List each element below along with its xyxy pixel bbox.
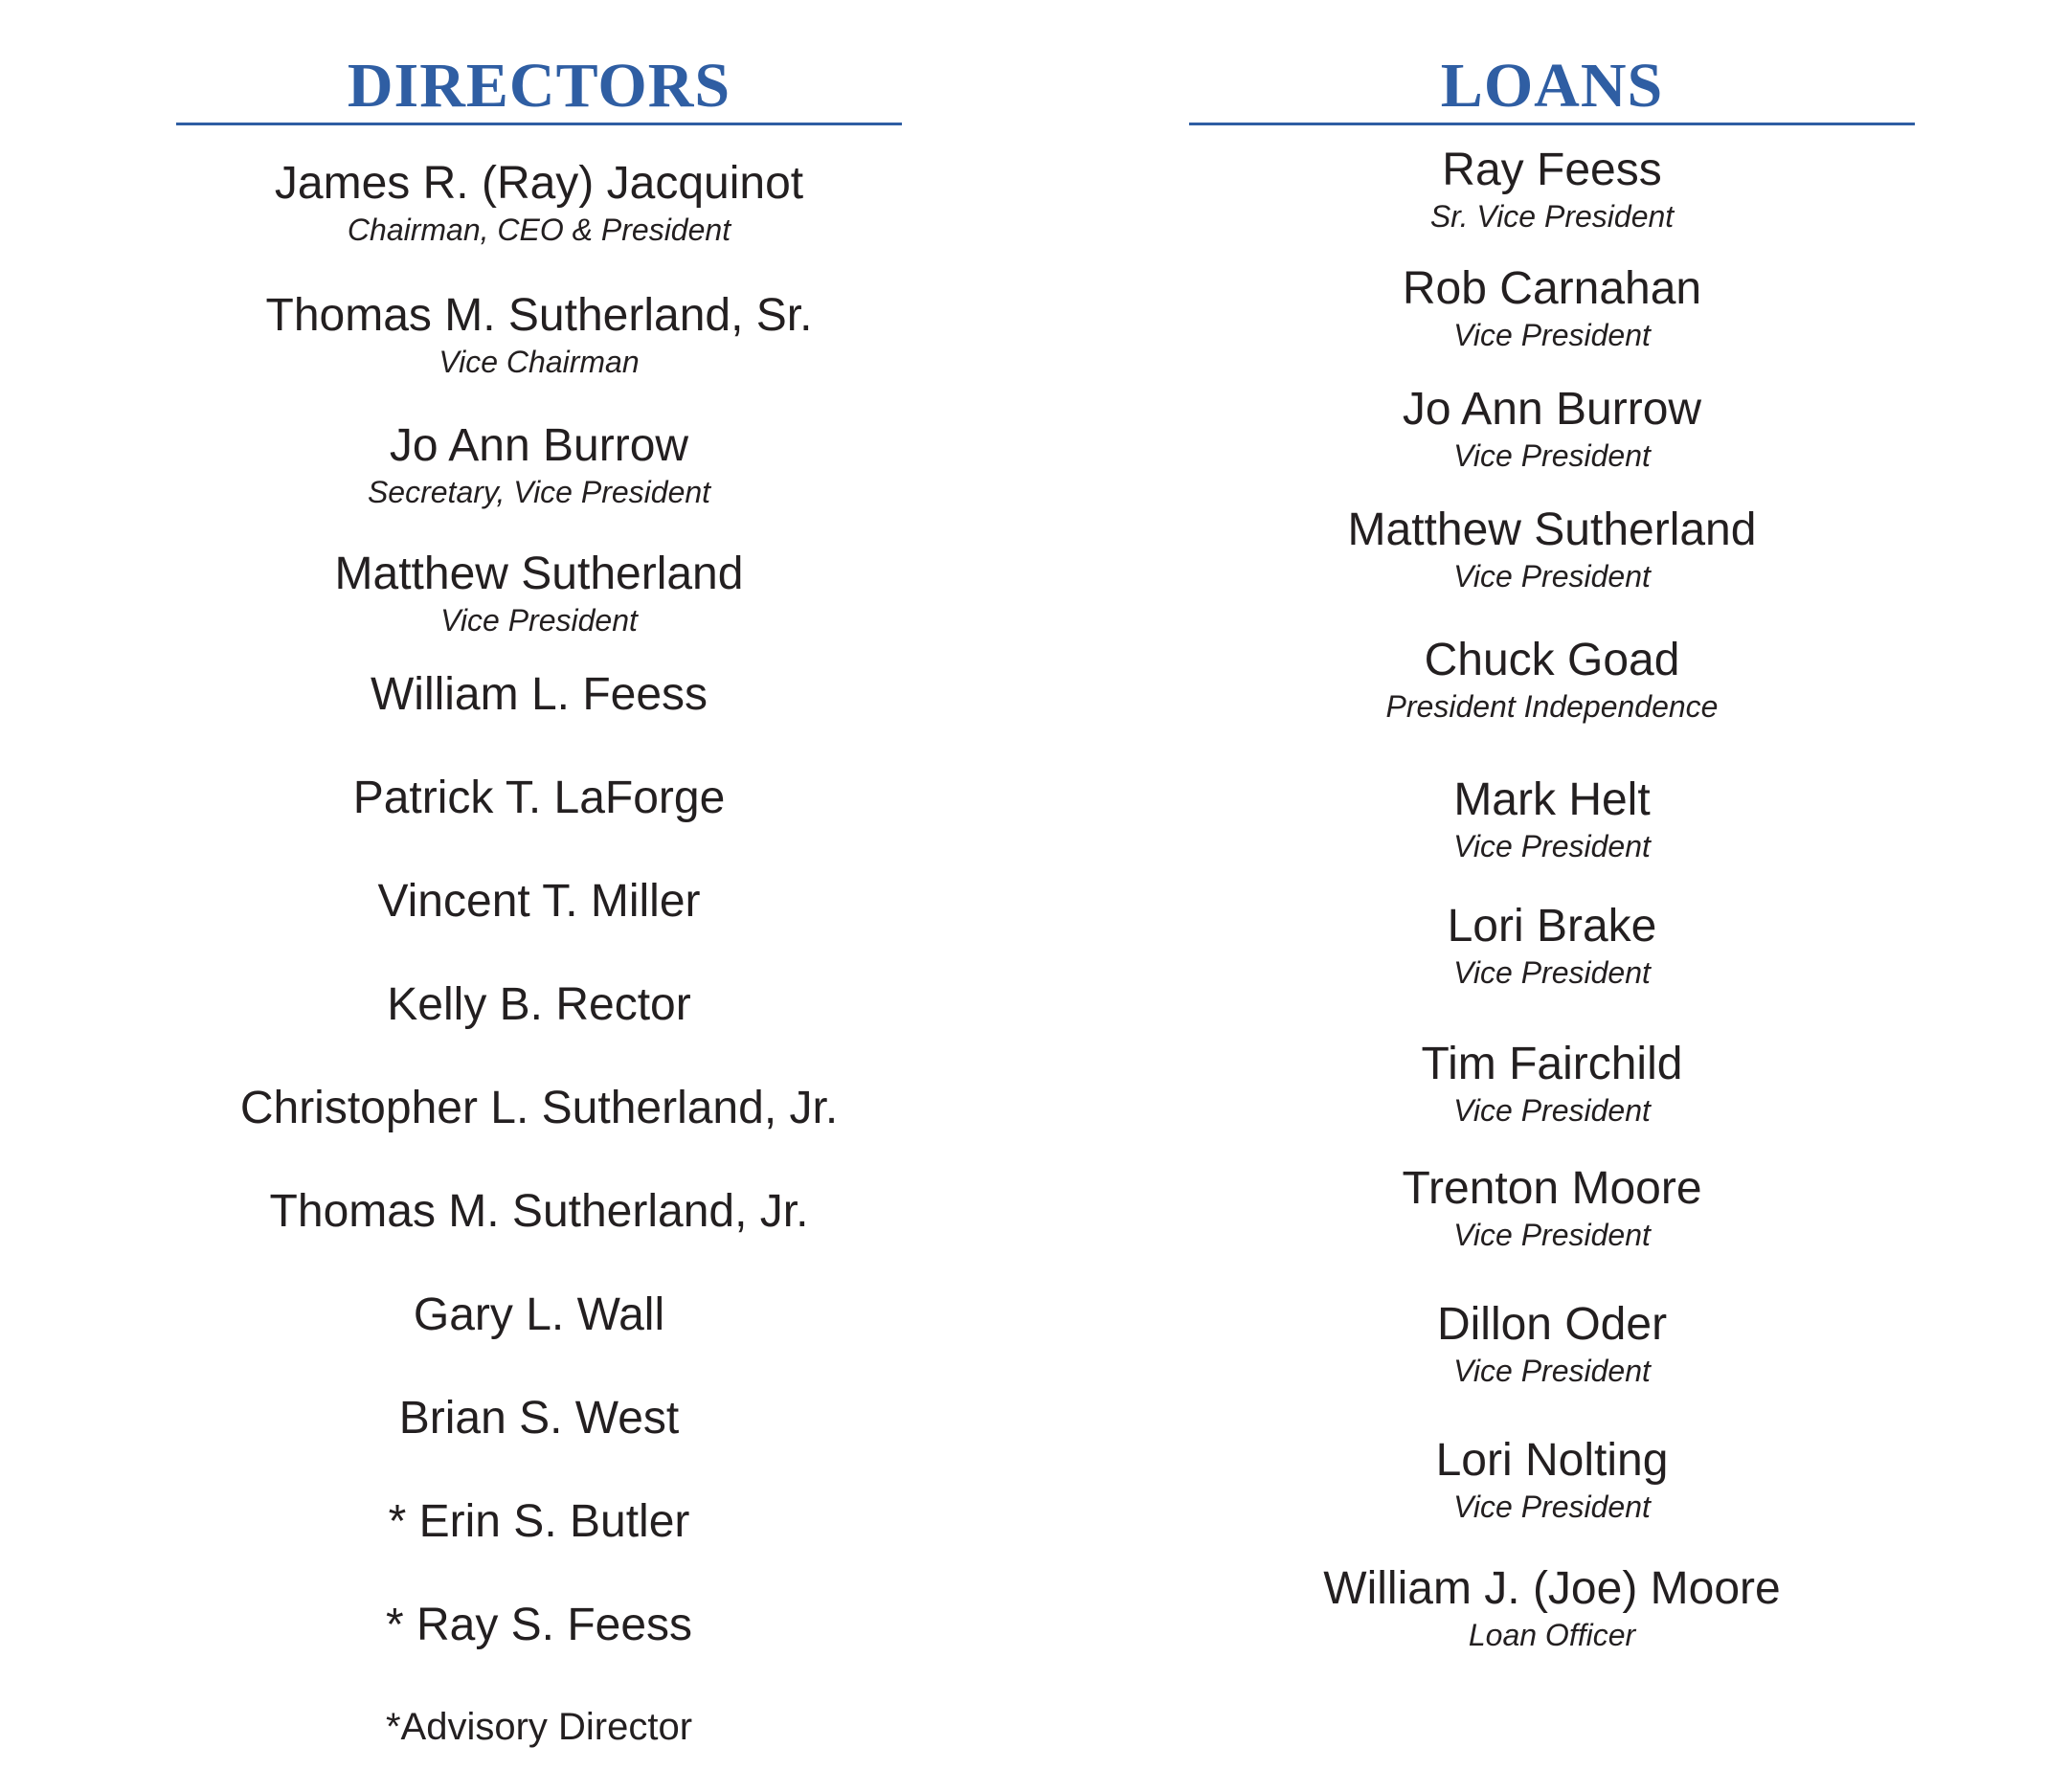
advisory-director-footnote: *Advisory Director [385, 1706, 693, 1748]
director-name: Thomas M. Sutherland, Sr. [265, 290, 813, 341]
director-entry [176, 1082, 902, 1135]
director-name: * Ray S. Feess [385, 1600, 693, 1650]
loan-officer-title: Vice President [1453, 1093, 1651, 1128]
director-entry [176, 1392, 902, 1445]
loan-officer-title: Vice President [1453, 438, 1651, 473]
director-entry [176, 289, 902, 381]
loan-officer-name: Lori Nolting [1435, 1435, 1669, 1486]
loans-column [1189, 0, 1915, 1792]
director-name: Christopher L. Sutherland, Jr. [239, 1083, 839, 1133]
director-title: Vice Chairman [438, 345, 640, 379]
loan-officer-entry [1189, 773, 1915, 865]
director-name: Patrick T. LaForge [352, 773, 726, 823]
loan-officer-entry [1189, 900, 1915, 992]
loan-officer-name: Mark Helt [1453, 774, 1651, 825]
director-entry [176, 978, 902, 1032]
loan-officer-name: Chuck Goad [1424, 635, 1680, 685]
loan-officer-entry [1189, 1298, 1915, 1390]
loan-officer-entry [1189, 1038, 1915, 1130]
director-entry [176, 157, 902, 249]
director-entry [176, 1185, 902, 1239]
loan-officer-title: President Independence [1385, 689, 1719, 724]
loan-officer-name: Ray Feess [1442, 145, 1662, 195]
director-name: James R. (Ray) Jacquinot [274, 158, 804, 209]
director-title: Chairman, CEO & President [347, 213, 731, 247]
loan-officer-name: Matthew Sutherland [1347, 504, 1757, 555]
directors-heading: DIRECTORS [347, 51, 731, 121]
loan-officer-title: Vice President [1453, 955, 1651, 990]
advisory-director-entry [176, 1495, 902, 1549]
director-name: * Erin S. Butler [388, 1496, 690, 1547]
loan-officer-name: Dillon Oder [1436, 1299, 1668, 1350]
director-name: Matthew Sutherland [334, 549, 744, 599]
loan-officer-title: Vice President [1453, 1354, 1651, 1388]
director-name: Kelly B. Rector [387, 979, 691, 1030]
director-name: Gary L. Wall [413, 1289, 665, 1340]
director-name: Jo Ann Burrow [389, 420, 689, 471]
loan-officer-entry [1189, 1162, 1915, 1254]
loan-officer-name: William J. (Joe) Moore [1323, 1563, 1781, 1614]
loans-heading-rule [1189, 123, 1915, 125]
director-entry [176, 875, 902, 929]
loan-officer-title: Loan Officer [1468, 1618, 1636, 1652]
directors-column [176, 0, 902, 1792]
loan-officer-entry [1189, 1434, 1915, 1526]
loan-officer-title: Vice President [1453, 318, 1651, 352]
director-entry [176, 772, 902, 825]
loan-officer-entry [1189, 144, 1915, 235]
director-name: Vincent T. Miller [377, 876, 701, 927]
director-name: Brian S. West [398, 1393, 680, 1444]
directors-heading-rule [176, 123, 902, 125]
loan-officer-name: Lori Brake [1447, 901, 1657, 952]
director-entry [176, 668, 902, 722]
director-name: William L. Feess [370, 669, 708, 720]
loan-officer-entry [1189, 1562, 1915, 1654]
loan-officer-entry [1189, 383, 1915, 475]
loan-officer-name: Tim Fairchild [1421, 1039, 1683, 1089]
loan-officer-title: Vice President [1453, 829, 1651, 863]
loan-officer-entry [1189, 262, 1915, 354]
loan-officer-entry [1189, 634, 1915, 726]
loan-officer-title: Vice President [1453, 1218, 1651, 1252]
loan-officer-name: Jo Ann Burrow [1402, 384, 1702, 435]
director-name: Thomas M. Sutherland, Jr. [269, 1186, 809, 1237]
loan-officer-name: Trenton Moore [1402, 1163, 1702, 1214]
director-entry [176, 419, 902, 511]
director-title: Secretary, Vice President [367, 475, 711, 509]
loan-officer-name: Rob Carnahan [1402, 263, 1702, 314]
loan-officer-title: Vice President [1453, 1490, 1651, 1524]
loan-officer-entry [1189, 504, 1915, 595]
loan-officer-title: Sr. Vice President [1429, 199, 1675, 234]
loan-officer-title: Vice President [1453, 559, 1651, 594]
advisory-director-entry [176, 1599, 902, 1652]
loans-heading: LOANS [1440, 51, 1664, 121]
director-entry [176, 1288, 902, 1342]
director-entry [176, 548, 902, 639]
director-title: Vice President [440, 603, 638, 638]
